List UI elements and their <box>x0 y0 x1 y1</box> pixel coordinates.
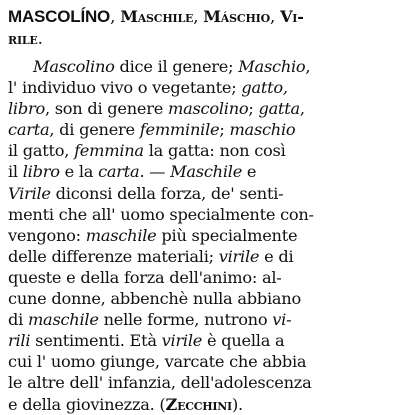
text-run: sentimenti. Età <box>30 331 162 351</box>
text-line <box>8 351 396 372</box>
text-line <box>8 98 396 119</box>
text-line <box>8 246 396 267</box>
text-run: cui l' uomo giunge, varcate che abbia <box>8 352 307 372</box>
text-line <box>8 183 396 204</box>
text-run: menti che all' uomo specialmente con- <box>8 204 314 224</box>
italic-term: carta <box>98 162 140 182</box>
text-line <box>8 77 396 98</box>
italic-term: virile <box>161 331 203 351</box>
text-run: diconsi della forza, de' senti- <box>50 183 284 203</box>
text-run: più specialmente <box>156 225 298 245</box>
text-line <box>8 225 396 246</box>
heading-sep: , <box>110 7 121 26</box>
text-line <box>8 288 396 309</box>
text-run: le altre dell' infanzia, dell'adolescenza <box>8 373 312 393</box>
italic-term: maschile <box>27 310 99 330</box>
italic-term: femmina <box>74 141 144 161</box>
italic-term: Maschile <box>170 162 243 182</box>
italic-term: virile <box>218 246 260 266</box>
synonym-virile-part2: rile <box>8 29 38 48</box>
text-run: e della giovinezza. ( <box>8 394 166 414</box>
headword: MASCOLÍNO <box>8 7 111 26</box>
text-run: , <box>305 57 311 76</box>
text-line <box>8 330 396 351</box>
text-line <box>8 267 396 288</box>
text-line <box>8 56 396 77</box>
text-run: il <box>8 162 23 182</box>
text-line <box>8 119 396 140</box>
text-run: , di genere <box>49 120 140 140</box>
italic-term: mascolino <box>167 99 249 119</box>
text-run: e la <box>59 162 99 182</box>
italic-term: gatto, <box>241 78 288 98</box>
italic-term: carta <box>8 120 50 140</box>
entry-heading <box>8 6 396 50</box>
italic-term: Maschio <box>238 57 306 76</box>
text-run: l' individuo vivo o vegetante; <box>8 78 242 98</box>
text-run: dice il genere; <box>114 57 239 76</box>
text-run: ; <box>248 99 259 119</box>
text-run: delle differenze materiali; <box>8 246 219 266</box>
text-line <box>8 204 396 225</box>
italic-term: rili <box>8 331 31 351</box>
heading-end: . <box>37 29 43 48</box>
italic-term: maschio <box>229 120 296 140</box>
text-line <box>8 394 396 415</box>
entry-body <box>8 56 396 415</box>
text-run: nelle forme, nutrono <box>98 310 273 330</box>
heading-sep: , <box>193 7 204 26</box>
italic-term: maschile <box>85 225 157 245</box>
text-run: , <box>299 99 305 119</box>
text-line <box>8 140 396 161</box>
text-run: è quella a <box>202 331 285 351</box>
italic-term: femminile <box>139 120 220 140</box>
synonym-maschile: Maschile <box>120 7 194 26</box>
text-run: e <box>242 162 257 182</box>
italic-term: gatta <box>258 99 300 119</box>
author-name: Zecchini <box>165 394 232 414</box>
synonym-virile-part1: Vi- <box>280 7 304 26</box>
text-run: ; <box>219 120 230 140</box>
text-run: di <box>8 310 28 330</box>
heading-sep: , <box>269 7 281 26</box>
italic-term: Mascolino <box>33 57 115 76</box>
text-line <box>8 372 396 393</box>
italic-term: vi- <box>272 310 292 330</box>
text-run: vengono: <box>8 225 86 245</box>
text-run: queste e della forza dell'animo: al- <box>8 267 282 287</box>
text-run: e di <box>259 246 294 266</box>
text-line <box>8 161 396 182</box>
text-run: , son di genere <box>44 99 168 119</box>
italic-term: libro <box>8 99 45 119</box>
text-line <box>8 309 396 330</box>
text-run: ). <box>231 394 243 414</box>
text-run: la gatta: non così <box>143 141 286 161</box>
text-run: il gatto, <box>8 141 75 161</box>
synonym-maschio: Máschio <box>203 7 270 26</box>
text-run: cune donne, abbenchè nulla abbiano <box>8 289 301 309</box>
italic-term: libro <box>22 162 60 182</box>
italic-term: Virile <box>8 183 51 203</box>
text-run: . — <box>139 162 171 182</box>
